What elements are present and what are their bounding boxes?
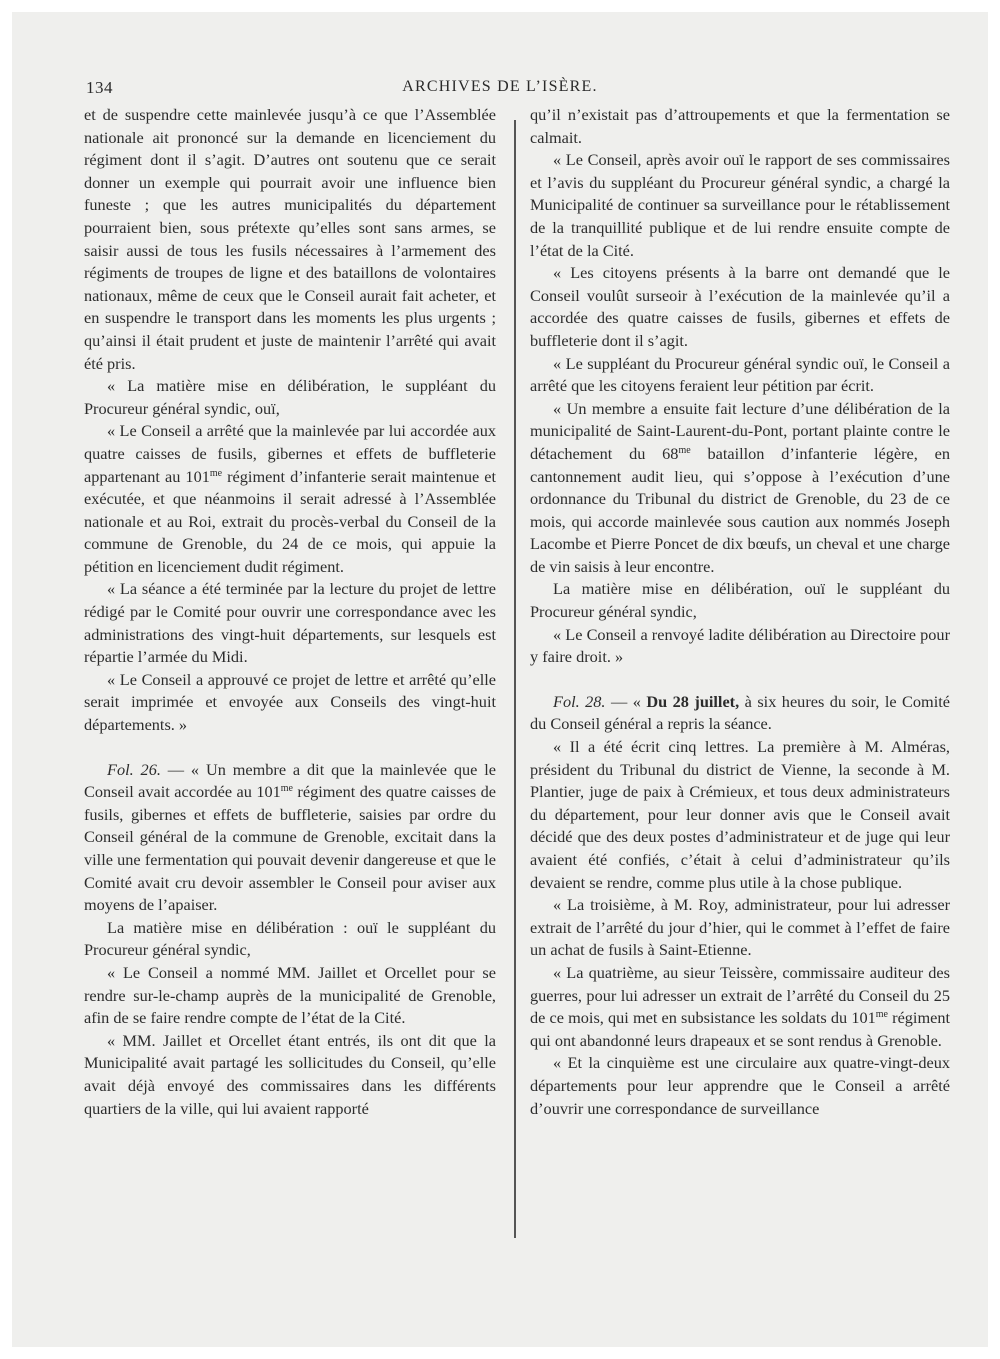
running-title: ARCHIVES DE L’ISÈRE.	[402, 78, 598, 95]
paragraph	[530, 691, 950, 736]
paragraph-text: régiment des quatre caisses de fusils, gibernes et effets de buffleterie, saisies par ordre du Conseil général de la commune de Grenoble, excitait dans la ville une fermentation qui pouvait devenir dangereuse et que le Comité avait cru devoir assembler le Conseil pour aviser aux moyens de l’apaiser.	[84, 782, 496, 915]
paragraph-text: « La quatrième, au sieur Teissère, commissaire auditeur des guerres, pour lui adresser un extrait de l’arrêté du Conseil du 25 de ce mois, qui met en subsistance les soldats du 101	[530, 962, 950, 1028]
folio-reference: Fol. 26.	[107, 759, 161, 779]
paragraph-text: « Un membre a ensuite fait lecture d’une délibération de la municipalité de Saint-Laurent-du-Pont, portant plainte contre le détachement du 68	[530, 398, 950, 463]
paragraph	[84, 759, 496, 917]
paragraph: « Le Conseil a renvoyé ladite délibération au Directoire pour y faire droit. »	[530, 624, 950, 667]
paragraph: La matière mise en délibération : ouï le suppléant du Procureur général syndic,	[84, 917, 496, 960]
paragraph-text: — « Un membre a dit que la mainlevée que le Conseil avait accordée au 101	[84, 759, 496, 802]
paragraph: « Le Conseil a approuvé ce projet de lettre et arrêté qu’elle serait imprimée et envoyée aux Conseils des vingt-huit départements. »	[84, 669, 496, 735]
page-number: 134	[86, 78, 113, 97]
paragraph: « Et la cinquième est une circulaire aux quatre-vingt-deux départements pour leur apprendre que le Conseil a arrêté d’ouvrir une correspondance de surveillance	[530, 1053, 950, 1118]
left-column	[84, 104, 496, 1120]
paragraph-text: à six heures du soir, le Comité du Conseil général a repris la séance.	[530, 691, 950, 734]
paragraph: « La matière mise en délibération, le suppléant du Procureur général syndic, ouï,	[84, 376, 496, 418]
paragraph: « La séance a été terminée par la lecture du projet de lettre rédigé par le Comité pour ouvrir une correspondance avec les administrations des vingt-huit départements, sur lesquels est répartie l’armée du Midi.	[84, 579, 496, 667]
paragraph: « MM. Jaillet et Orcellet étant entrés, ils ont dit que la Municipalité avait partagé les sollicitudes du Conseil, qu’elle avait déjà envoyé des commissaires dans les différents quartiers de la ville, qui lui avaient rapporté	[84, 1030, 496, 1118]
paragraph: et de suspendre cette mainlevée jusqu’à ce que l’Assemblée nationale ait prononcé sur la demande en licenciement du régiment dont il s’agit. D’autres ont soutenu que ce serait donner un exemple qui pourrait avoir une influence bien funeste ; que les autres municipalités du département pourraient bien, sous prétexte qu’elles sont sans armes, se saisir aussi de tous les fusils nécessaires à l’armement des régiments de troupes de ligne et des bataillons de volontaires nationaux, même de ceux que le Conseil aurait fait acheter, et en suspendre le transport dans les moments les plus urgents ; qu’ainsi il était prudent et juste de maintenir l’arrêté qui avait été pris.	[84, 105, 496, 373]
paragraph	[84, 420, 496, 578]
paragraph-text: régiment d’infanterie serait maintenue et exécutée, et que néanmoins il serait adressé à l’Assemblée nationale et au Roi, extrait du procès-verbal du Conseil de la commune de Grenoble, du 24 de ce mois, qui appuie la pétition en licenciement dudit régiment.	[84, 466, 496, 576]
paragraph	[530, 398, 950, 579]
ordinal-superscript: me	[209, 467, 223, 479]
paragraph: « Le Conseil a nommé MM. Jaillet et Orcellet pour se rendre sur-le-champ auprès de la municipalité de Grenoble, afin de se faire rendre compte de l’état de la Cité.	[84, 962, 496, 1028]
ordinal-superscript: me	[678, 444, 691, 456]
column-divider	[514, 120, 516, 1238]
paragraph: « Les citoyens présents à la barre ont demandé que le Conseil voulût surseoir à l’exécution de la mainlevée qu’il a accordée des quatre caisses de fusils, gibernes et effets de buffleterie dont il s’agit.	[530, 263, 950, 350]
ordinal-superscript: me	[280, 783, 293, 795]
ordinal-superscript: me	[875, 1009, 888, 1021]
document-page	[12, 12, 988, 1347]
paragraph: « La troisième, à M. Roy, administrateur, pour lui adresser extrait de l’arrêté du jour d’hier, qui le commet à l’effet de faire un achat de fusils à Saint-Etienne.	[530, 895, 950, 960]
paragraph-text: régiment qui ont abandonné leurs drapeaux et se sont rendus à Grenoble.	[530, 1008, 951, 1050]
paragraph-text: bataillon d’infanterie légère, en cantonnement audit lieu, qui s’oppose à l’exécution d’une ordonnance du Tribunal du district de Grenoble, du 23 de ce mois, qui accorde mainlevée sous caution aux nommés Joseph Lacombe et Pierre Poncet de dix bœufs, un cheval et une charge de vin saisis à leur encontre.	[530, 443, 951, 576]
paragraph	[530, 962, 950, 1052]
page-header	[12, 72, 988, 102]
paragraph: « Il a été écrit cinq lettres. La première à M. Alméras, président du Tribunal du district de Vienne, la seconde à M. Plantier, juge de paix à Crémieux, et tous deux administrateurs du département, pour leur donner avis que le Conseil avait décidé que des deux postes d’administrateur et de juge qui leur avaient été confiés, c’était à celui d’administrateur qu’ils devaient se rendre, comme plus utile à la chose publique.	[530, 737, 950, 892]
paragraph: La matière mise en délibération, ouï le suppléant du Procureur général syndic,	[530, 579, 950, 622]
paragraph: « Le suppléant du Procureur général syndic ouï, le Conseil a arrêté que les citoyens feraient leur pétition par écrit.	[530, 353, 950, 396]
paragraph-text: « Le Conseil a arrêté que la mainlevée par lui accordée aux quatre caisses de fusils, gibernes et effets de buffleterie appartenant au 101	[84, 421, 496, 486]
paragraph-text: — «	[605, 691, 647, 711]
paragraph: « Le Conseil, après avoir ouï le rapport de ses commissaires et l’avis du suppléant du Procureur général syndic, a chargé la Municipalité de continuer sa surveillance pour le rétablissement de la tranquillité publique et de lui rendre ensuite compte de l’état de la Cité.	[530, 150, 950, 260]
folio-reference: Fol. 28.	[553, 691, 606, 711]
right-column	[530, 104, 950, 1120]
paragraph: qu’il n’existait pas d’attroupements et que la fermentation se calmait.	[530, 105, 950, 147]
session-date-heading: Du 28 juillet,	[646, 691, 740, 711]
